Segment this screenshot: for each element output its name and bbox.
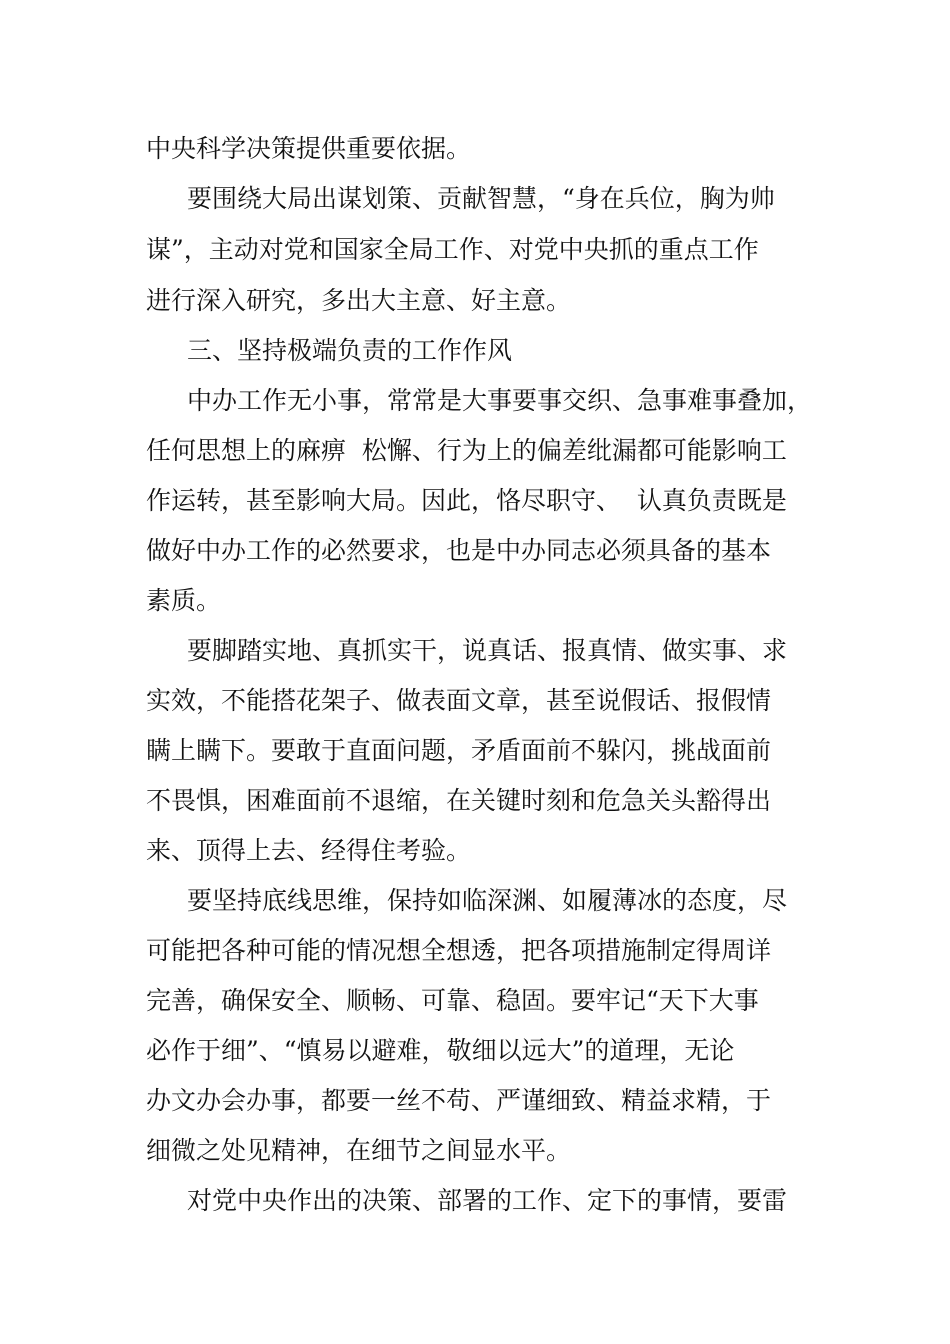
text-line: 作运转，甚至影响大局。因此，恪尽职守、 认真负责既是 — [146, 486, 787, 515]
text-line: 做好中办工作的必然要求，也是中办同志必须具备的基本 — [146, 536, 772, 565]
text-line: 中央科学决策提供重要依据。 — [146, 134, 472, 163]
text-line: 中办工作无小事，常常是大事要事交织、急事难事叠加， — [187, 386, 813, 415]
text-line: 办文办会办事，都要一丝不苟、严谨细致、精益求精，于 — [146, 1086, 772, 1115]
text-line: 素质。 — [146, 586, 222, 615]
text-line: 细微之处见精神，在细节之间显水平。 — [146, 1136, 572, 1165]
section-heading: 三、坚持极端负责的工作作风 — [187, 336, 513, 365]
text-line: 必作于细”、“慎易以避难，敬细以远大”的道理，无论 — [146, 1036, 735, 1065]
text-line: 实效，不能搭花架子、做表面文章，甚至说假话、报假情 — [146, 686, 772, 715]
text-line: 要坚持底线思维，保持如临深渊、如履薄冰的态度，尽 — [187, 886, 788, 915]
text-line: 瞒上瞒下。要敢于直面问题，矛盾面前不躲闪，挑战面前 — [146, 736, 772, 765]
text-line: 完善，确保安全、顺畅、可靠、稳固。要牢记“天下大事 — [146, 986, 759, 1015]
text-line: 可能把各种可能的情况想全想透，把各项措施制定得周详 — [146, 936, 772, 965]
text-line: 对党中央作出的决策、部署的工作、定下的事情，要雷 — [187, 1186, 788, 1215]
text-line: 进行深入研究，多出大主意、好主意。 — [146, 286, 572, 315]
text-line: 要围绕大局出谋划策、贡献智慧，“身在兵位，胸为帅 — [187, 184, 775, 213]
text-line: 谋”，主动对党和国家全局工作、对党中央抓的重点工作 — [146, 235, 759, 264]
text-line: 不畏惧，困难面前不退缩，在关键时刻和危急关头豁得出 — [146, 786, 772, 815]
text-line: 任何思想上的麻痹 松懈、行为上的偏差纰漏都可能影响工 — [146, 436, 787, 465]
text-line: 来、顶得上去、经得住考验。 — [146, 836, 472, 865]
text-line: 要脚踏实地、真抓实干，说真话、报真情、做实事、求 — [187, 636, 788, 665]
